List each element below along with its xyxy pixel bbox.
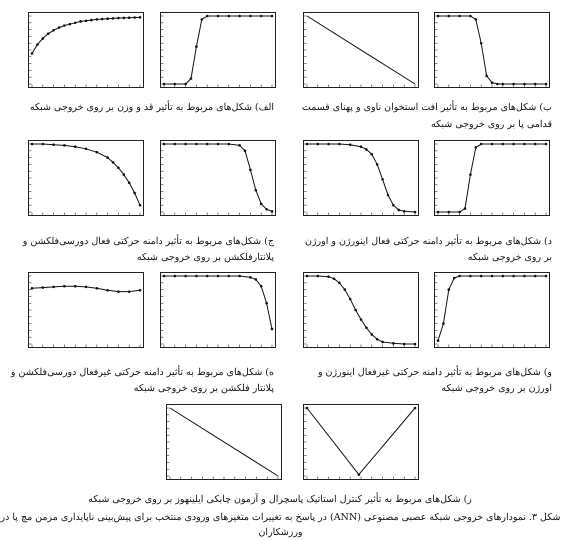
chart-plot-area bbox=[161, 273, 275, 347]
data-point bbox=[228, 15, 231, 18]
data-point bbox=[42, 37, 45, 40]
data-point bbox=[545, 83, 548, 86]
data-point bbox=[96, 18, 99, 21]
series-line bbox=[307, 144, 415, 212]
data-point bbox=[512, 83, 515, 86]
chart-b-left bbox=[303, 12, 419, 88]
data-point bbox=[42, 286, 45, 289]
data-point bbox=[485, 75, 488, 78]
data-point bbox=[475, 146, 478, 149]
data-point bbox=[360, 318, 363, 321]
caption-e-line2: پلانتار فلکشن بر روی خروجی شبکه bbox=[133, 383, 274, 394]
data-point bbox=[112, 17, 115, 20]
data-point bbox=[123, 173, 126, 176]
data-point bbox=[106, 156, 109, 159]
data-point bbox=[365, 326, 368, 329]
chart-plot-area bbox=[304, 273, 418, 347]
data-point bbox=[523, 143, 526, 146]
data-point bbox=[333, 277, 336, 280]
chart-e-right bbox=[160, 272, 276, 348]
data-point bbox=[58, 26, 61, 29]
caption-d-line2: بر روی خروجی شبکه bbox=[467, 252, 552, 263]
data-point bbox=[338, 143, 341, 146]
data-point bbox=[265, 302, 268, 305]
data-point bbox=[36, 43, 39, 46]
series-line bbox=[438, 144, 546, 212]
series-line bbox=[307, 16, 415, 84]
data-point bbox=[491, 275, 494, 278]
data-point bbox=[255, 278, 258, 281]
chart-plot-area bbox=[29, 13, 143, 87]
data-point bbox=[376, 338, 379, 341]
data-point bbox=[381, 178, 384, 181]
data-point bbox=[195, 275, 198, 278]
data-point bbox=[458, 275, 461, 278]
data-point bbox=[85, 147, 88, 150]
caption-f-line1: و) شکل‌های مربوط به تأثیر دامنه حرکتی غیرفعال اینورژن و bbox=[317, 367, 552, 378]
data-point bbox=[317, 275, 320, 278]
data-point bbox=[106, 289, 109, 292]
chart-plot-area bbox=[435, 273, 549, 347]
data-point bbox=[306, 275, 309, 278]
series-line bbox=[307, 276, 415, 344]
data-point bbox=[387, 194, 390, 197]
chart-a-right bbox=[160, 12, 276, 88]
data-point bbox=[512, 143, 515, 146]
data-point bbox=[458, 211, 461, 214]
data-point bbox=[139, 204, 142, 207]
data-point bbox=[74, 285, 77, 288]
data-point bbox=[52, 143, 55, 146]
data-point bbox=[85, 286, 88, 289]
data-point bbox=[190, 77, 193, 80]
data-point bbox=[491, 81, 494, 84]
series-line bbox=[32, 17, 140, 53]
data-point bbox=[534, 143, 537, 146]
data-point bbox=[133, 192, 136, 195]
data-point bbox=[260, 15, 263, 18]
data-point bbox=[133, 16, 136, 19]
chart-plot-area bbox=[304, 13, 418, 87]
chart-plot-area bbox=[304, 141, 418, 215]
data-point bbox=[523, 83, 526, 86]
data-point bbox=[437, 339, 440, 342]
data-point bbox=[228, 275, 231, 278]
data-point bbox=[106, 17, 109, 20]
data-point bbox=[403, 210, 406, 213]
data-point bbox=[201, 18, 204, 21]
data-point bbox=[453, 277, 456, 280]
data-point bbox=[376, 163, 379, 166]
data-point bbox=[265, 208, 268, 211]
data-point bbox=[69, 23, 72, 26]
data-point bbox=[523, 275, 526, 278]
data-point bbox=[52, 286, 55, 289]
data-point bbox=[260, 285, 263, 288]
data-point bbox=[534, 275, 537, 278]
data-point bbox=[349, 298, 352, 301]
data-point bbox=[381, 341, 384, 344]
chart-plot-area bbox=[161, 141, 275, 215]
data-point bbox=[437, 15, 440, 18]
data-point bbox=[255, 189, 258, 192]
data-point bbox=[464, 207, 467, 210]
data-point bbox=[249, 169, 252, 172]
data-point bbox=[448, 15, 451, 18]
data-point bbox=[512, 275, 515, 278]
data-point bbox=[271, 15, 274, 18]
data-point bbox=[475, 18, 478, 21]
data-point bbox=[480, 42, 483, 45]
series-line bbox=[164, 16, 272, 84]
data-point bbox=[206, 15, 209, 18]
data-point bbox=[403, 343, 406, 346]
data-point bbox=[139, 289, 142, 292]
data-point bbox=[128, 290, 131, 293]
chart-plot-area bbox=[304, 405, 418, 479]
data-point bbox=[437, 211, 440, 214]
chart-a-left bbox=[28, 12, 144, 88]
data-point bbox=[117, 167, 120, 170]
data-point bbox=[101, 18, 104, 21]
data-point bbox=[469, 173, 472, 176]
data-point bbox=[163, 275, 166, 278]
data-point bbox=[502, 275, 505, 278]
data-point bbox=[306, 407, 309, 410]
series-line bbox=[164, 276, 272, 329]
data-point bbox=[117, 290, 120, 293]
data-point bbox=[398, 209, 401, 212]
data-point bbox=[163, 83, 166, 86]
data-point bbox=[163, 143, 166, 146]
data-point bbox=[392, 204, 395, 207]
data-point bbox=[184, 83, 187, 86]
data-point bbox=[327, 143, 330, 146]
data-point bbox=[448, 211, 451, 214]
data-point bbox=[338, 282, 341, 285]
data-point bbox=[306, 143, 309, 146]
data-point bbox=[174, 143, 177, 146]
data-point bbox=[63, 24, 66, 27]
data-point bbox=[365, 148, 368, 151]
data-point bbox=[496, 83, 499, 86]
chart-plot-area bbox=[161, 13, 275, 87]
data-point bbox=[228, 143, 231, 146]
data-point bbox=[112, 161, 115, 164]
data-point bbox=[344, 288, 347, 291]
data-point bbox=[392, 342, 395, 345]
chart-plot-area bbox=[29, 141, 143, 215]
data-point bbox=[249, 276, 252, 279]
data-point bbox=[545, 275, 548, 278]
caption-c-line2: پلانتارفلکشن بر روی خروجی شبکه bbox=[136, 252, 274, 263]
data-point bbox=[271, 210, 274, 213]
data-point bbox=[31, 143, 34, 146]
data-point bbox=[271, 328, 274, 331]
data-point bbox=[174, 83, 177, 86]
series-line bbox=[307, 408, 415, 475]
caption-d-line1: د) شکل‌های مربوط به تأثیر دامنه حرکتی فعال اینورژن و اورژن bbox=[304, 236, 552, 247]
data-point bbox=[469, 15, 472, 18]
data-point bbox=[249, 15, 252, 18]
data-point bbox=[371, 153, 374, 156]
data-point bbox=[63, 285, 66, 288]
data-point bbox=[480, 143, 483, 146]
data-point bbox=[534, 83, 537, 86]
caption-c-line1: ج) شکل‌های مربوط به تأثیر دامنه حرکتی فعال دورسی‌فلکشن و bbox=[22, 236, 274, 247]
data-point bbox=[260, 203, 263, 206]
chart-b-right bbox=[434, 12, 550, 88]
data-point bbox=[469, 275, 472, 278]
data-point bbox=[206, 143, 209, 146]
chart-plot-area bbox=[29, 273, 143, 347]
data-point bbox=[63, 144, 66, 147]
chart-g-left bbox=[166, 404, 282, 480]
chart-e-left bbox=[28, 272, 144, 348]
data-point bbox=[117, 17, 120, 20]
caption-b-line2: قدامی پا بر روی خروجی شبکه bbox=[431, 119, 552, 130]
data-point bbox=[52, 29, 55, 32]
caption-b-line1: ب) شکل‌های مربوط به تأثیر افت استخوان ناوی و پهنای قسمت bbox=[301, 102, 552, 113]
series-line bbox=[438, 16, 546, 84]
data-point bbox=[414, 211, 417, 214]
series-line bbox=[170, 408, 278, 476]
data-point bbox=[174, 275, 177, 278]
chart-g-right bbox=[303, 404, 419, 480]
data-point bbox=[217, 15, 220, 18]
chart-c-right bbox=[160, 140, 276, 216]
chart-f-right bbox=[434, 272, 550, 348]
data-point bbox=[74, 145, 77, 148]
data-point bbox=[31, 52, 34, 55]
data-point bbox=[139, 16, 142, 19]
data-point bbox=[90, 19, 93, 22]
caption-f-line2: اورژن بر روی خروجی شبکه bbox=[441, 383, 552, 394]
data-point bbox=[238, 15, 241, 18]
data-point bbox=[217, 275, 220, 278]
caption-e-line1: ه) شکل‌های مربوط به تأثیر دامنه حرکتی غیرفعال دورسی‌فلکشن و bbox=[10, 367, 274, 378]
data-point bbox=[414, 343, 417, 346]
chart-d-left bbox=[303, 140, 419, 216]
data-point bbox=[244, 150, 247, 153]
series-line bbox=[164, 144, 272, 211]
data-point bbox=[195, 143, 198, 146]
data-point bbox=[327, 275, 330, 278]
data-point bbox=[42, 143, 45, 146]
data-point bbox=[96, 151, 99, 154]
data-point bbox=[238, 144, 241, 147]
data-point bbox=[74, 22, 77, 25]
data-point bbox=[360, 145, 363, 148]
data-point bbox=[217, 143, 220, 146]
caption-g: ز) شکل‌های مربوط به تأثیر کنترل استاتیک پاسچرال و آزمون چابکی ایلینهوز بر روی خروجی شبکه bbox=[88, 494, 472, 505]
data-point bbox=[448, 288, 451, 291]
data-point bbox=[184, 143, 187, 146]
caption-a: الف) شکل‌های مربوط به تأثیر قد و وزن بر روی خروجی شبکه bbox=[29, 102, 274, 113]
data-point bbox=[79, 20, 82, 23]
chart-f-left bbox=[303, 272, 419, 348]
figure-caption: شکل ۳. نمودارهای خروجی شبکه عصبی مصنوعی (ANN) در پاسخ به تغییرات متغیرهای ورودی منتخب برای پیش‌بینی ناپایداری مزمن مچ پا در ورزشکاران bbox=[0, 512, 561, 538]
data-point bbox=[31, 287, 34, 290]
data-point bbox=[123, 17, 126, 20]
data-point bbox=[317, 143, 320, 146]
series-line bbox=[438, 276, 546, 341]
data-point bbox=[195, 45, 198, 48]
data-point bbox=[349, 143, 352, 146]
chart-d-right bbox=[434, 140, 550, 216]
chart-plot-area bbox=[167, 405, 281, 479]
data-point bbox=[354, 309, 357, 312]
data-point bbox=[414, 407, 417, 410]
chart-plot-area bbox=[435, 13, 549, 87]
data-point bbox=[458, 15, 461, 18]
data-point bbox=[85, 19, 88, 22]
data-point bbox=[206, 275, 209, 278]
data-point bbox=[480, 275, 483, 278]
data-point bbox=[502, 143, 505, 146]
data-point bbox=[358, 473, 361, 476]
data-point bbox=[96, 287, 99, 290]
data-point bbox=[47, 32, 50, 35]
data-point bbox=[545, 143, 548, 146]
data-point bbox=[502, 83, 505, 86]
data-point bbox=[128, 181, 131, 184]
data-point bbox=[184, 275, 187, 278]
data-point bbox=[238, 275, 241, 278]
chart-c-left bbox=[28, 140, 144, 216]
data-point bbox=[442, 322, 445, 325]
chart-plot-area bbox=[435, 141, 549, 215]
data-point bbox=[491, 143, 494, 146]
data-point bbox=[128, 16, 131, 19]
data-point bbox=[371, 333, 374, 336]
